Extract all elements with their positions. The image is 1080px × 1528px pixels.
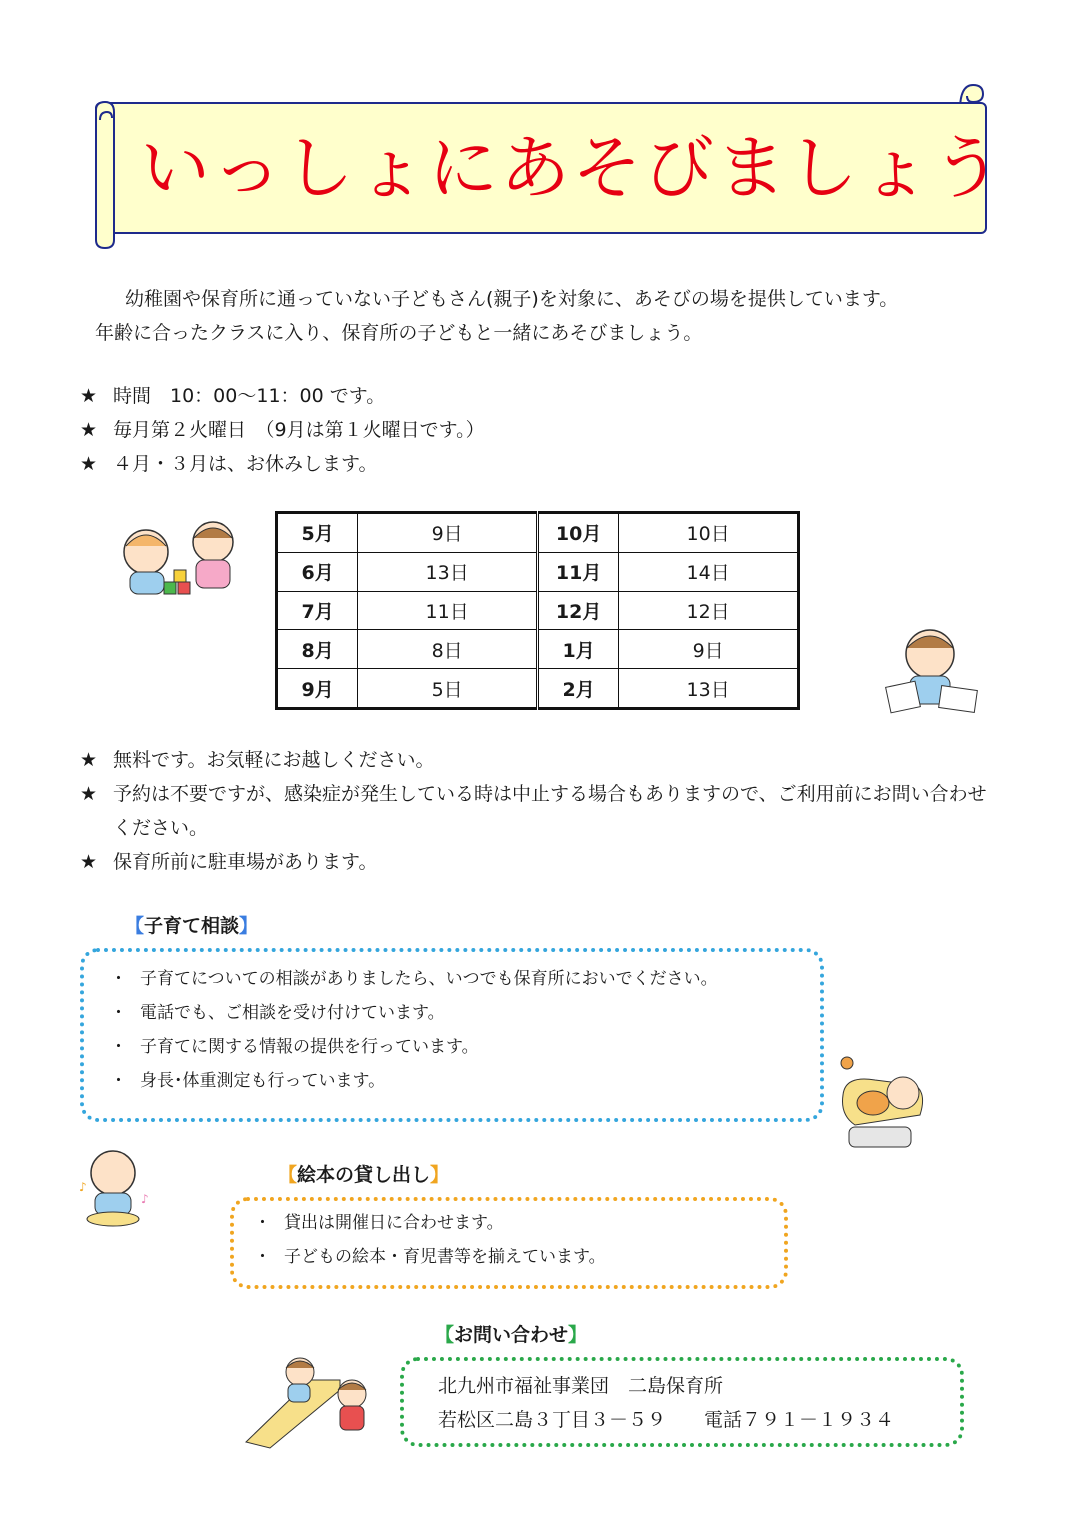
date-cell: 8日 bbox=[358, 630, 538, 669]
info-item: ★ 無料です。お気軽にお越しください。 bbox=[80, 743, 1040, 777]
month-cell: 1月 bbox=[537, 630, 618, 669]
list-item: ・ 子どもの絵本・育児書等を揃えています。 bbox=[254, 1247, 606, 1267]
consult-box bbox=[80, 948, 824, 1122]
table-row bbox=[277, 552, 799, 591]
baby-reading-newspaper-illustration bbox=[880, 622, 980, 717]
table-row bbox=[277, 630, 799, 669]
contact-box bbox=[400, 1357, 964, 1447]
books-box bbox=[230, 1197, 788, 1289]
schedule-table bbox=[275, 511, 800, 710]
intro-line-1: 幼稚園や保育所に通っていない子どもさん(親子)を対象に、あそびの場を提供しています。 bbox=[125, 288, 899, 310]
month-cell: 5月 bbox=[277, 513, 358, 553]
info-item: ★ 時間 10：00～11：00 です。 bbox=[80, 379, 1040, 413]
info-item: ★ 毎月第２火曜日 （9月は第１火曜日です。） bbox=[80, 413, 1040, 447]
list-item: ・ 貸出は開催日に合わせます。 bbox=[254, 1213, 504, 1233]
intro-text bbox=[95, 282, 1035, 350]
svg-text:♪: ♪ bbox=[79, 1180, 87, 1194]
table-row bbox=[277, 591, 799, 630]
info-item: ★ 保育所前に駐車場があります。 bbox=[80, 845, 1040, 879]
list-item: ・ 子育てに関する情報の提供を行っています。 bbox=[110, 1037, 479, 1057]
date-cell: 5日 bbox=[358, 669, 538, 709]
list-item: ・ 子育てについての相談がありましたら、いつでも保育所においでください。 bbox=[110, 969, 718, 989]
date-cell: 13日 bbox=[619, 669, 799, 709]
month-cell: 9月 bbox=[277, 669, 358, 709]
date-cell: 12日 bbox=[619, 591, 799, 630]
date-cell: 9日 bbox=[358, 513, 538, 553]
svg-text:♪: ♪ bbox=[141, 1192, 149, 1206]
table-row bbox=[277, 669, 799, 709]
date-cell: 13日 bbox=[358, 552, 538, 591]
books-heading: 【絵本の貸し出し】 bbox=[278, 1164, 450, 1186]
month-cell: 11月 bbox=[537, 552, 618, 591]
info-item: ★ ４月・３月は、お休みします。 bbox=[80, 447, 1040, 481]
month-cell: 2月 bbox=[537, 669, 618, 709]
list-item: ・ 電話でも、ご相談を受け付けています。 bbox=[110, 1003, 445, 1023]
contact-address: 若松区二島３丁目３－５９ 電話７９１－１９３４ bbox=[438, 1409, 895, 1431]
baby-on-scale-illustration bbox=[835, 1055, 930, 1155]
date-cell: 10日 bbox=[619, 513, 799, 553]
info-item: ★ 予約は不要ですが、感染症が発生している時は中止する場合もありますので、ご利用前にお問い合わせください。 bbox=[80, 777, 1005, 845]
date-cell: 9日 bbox=[619, 630, 799, 669]
info-list-bottom bbox=[80, 743, 1040, 879]
page-title: いっしょにあそびましょう bbox=[140, 127, 1004, 209]
contact-heading: 【お問い合わせ】 bbox=[435, 1324, 588, 1346]
star-icon: ★ bbox=[80, 783, 98, 805]
intro-line-2: 年齢に合ったクラスに入り、保育所の子どもと一緒にあそびましょう。 bbox=[95, 322, 703, 344]
star-icon: ★ bbox=[80, 385, 98, 407]
star-icon: ★ bbox=[80, 749, 98, 771]
babies-with-blocks-illustration bbox=[108, 512, 248, 597]
month-cell: 7月 bbox=[277, 591, 358, 630]
kids-on-slide-illustration bbox=[240, 1350, 385, 1450]
star-icon: ★ bbox=[80, 851, 98, 873]
baby-with-drum-illustration bbox=[75, 1143, 155, 1228]
star-icon: ★ bbox=[80, 453, 98, 475]
month-cell: 6月 bbox=[277, 552, 358, 591]
info-list-top bbox=[80, 379, 1040, 481]
date-cell: 14日 bbox=[619, 552, 799, 591]
date-cell: 11日 bbox=[358, 591, 538, 630]
list-item: ・ 身長･体重測定も行っています。 bbox=[110, 1071, 386, 1091]
contact-org: 北九州市福祉事業団 二島保育所 bbox=[438, 1375, 724, 1397]
month-cell: 10月 bbox=[537, 513, 618, 553]
month-cell: 12月 bbox=[537, 591, 618, 630]
month-cell: 8月 bbox=[277, 630, 358, 669]
table-row bbox=[277, 513, 799, 553]
scroll-curl-left bbox=[90, 100, 120, 250]
consult-heading: 【子育て相談】 bbox=[125, 915, 259, 937]
star-icon: ★ bbox=[80, 419, 98, 441]
